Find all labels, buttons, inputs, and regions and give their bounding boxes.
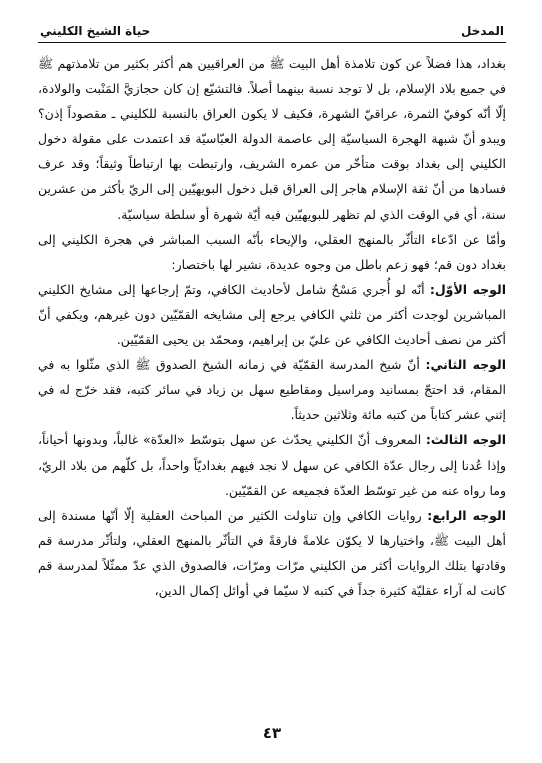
paragraph [38,352,506,427]
header-section-title: المدخل [461,24,504,38]
paragraph [38,503,506,603]
paragraph-text: أنّ شيخ المدرسة القمّيّة في زمانه الشيخ الصدوق ﷺ الذي مثّلوا به في المقام، قد احتجّ بمسانيد ومراسيل ومقاطيع سهل بن زياد في سائر كتبه، فقد خرّج له في إثني عشر كتاباً من كتبه مائة وثلاثين حديثاً. [38,357,506,423]
paragraph [38,51,506,227]
paragraph-lead: الوجه الثاني: [425,357,507,373]
paragraph-text: أنّه لو أُجري مَسْحٌ شامل لأحاديث الكافي، وتمّ إرجاعها إلى مشايخ الكليني المباشرين لوجدت أكثر من ثلثي الكافي يرجع إلى مشايخه القمّيّين دون غيرهم، ويكفي أنّ أكثر من نصف أحاديث الكافي عن عليّ بن إبراهيم، ومحمّد بن يحيى القمّيّين. [38,281,506,348]
paragraph [38,227,506,277]
page-number: ٤٣ [262,724,282,742]
document-page [38,18,506,748]
body-text [38,51,506,603]
paragraph-text: روايات الكافي وإن تناولت الكثير من المباحث العقلية إلّا أنّها مسندة إلى أهل البيت ﷺ، واختيارها لا يكوّن علامةً فارقةً في التأثّر بالمنهج العقلي، ولتأثّر مدرسة قم وقادتها بتلك الروايات أكثر من الكليني مرّات ومرّات، فالصدوق الذي عدّ ممثّلاً لمدرسة قم كانت له آراء عقليّة كثيرة جداً في كتبه لا سيّما في أوائل إكمال الدين، [38,507,506,598]
header-rule [38,42,506,43]
paragraph-text: المعروف أنّ الكليني يحدّث عن سهل بتوسّط «العدّة» غالباً، وبدونها أحياناً، وإذا عُدنا إلى رجال عدّة الكافي عن سهل لا نجد فيهم بغداديّاً واحداً، بل كلّهم من بلاد الريّ، وما رواه عنه من غير توسّط العدّة فجميعه عن القمّيّين. [38,432,506,498]
paragraph [38,427,506,502]
paragraph-lead: الوجه الرابع: [427,507,506,523]
running-header [38,18,506,38]
header-book-title: حياة الشيخ الكليني [40,24,151,38]
paragraph-text: وأمّا عن ادّعاء التأثّر بالمنهج العقلي، والإيحاء بأنّه السبب المباشر في هجرة الكليني إلى بغداد دون قم؛ فهو زعم باطل من وجوه عديدة، نشير لها باختصار: [38,231,506,272]
paragraph-lead: الوجه الثالث: [425,432,506,448]
paragraph-text: بغداد، هذا فضلاً عن كون تلامذة أهل البيت ﷺ من العراقيين هم أكثر بكثير من تلامذتهم ﷺ في جميع بلاد الإسلام، بل لا توجد نسبة بينهما أصلاً. فالتشيّع إن كان حجازيَّ المَنْبت والولادة، إلّا أنّه كوفيّ الثمرة، عراقيّ الشهرة، فكيف لا يكون العراق بالنسبة للكليني ـ مقصوداً إذن؟ ويبدو أنّ شبهة الهجرة السياسيّة إلى عاصمة الدولة العبّاسيّة قد اعتمدت على مقولة دخول الكليني إلى بغداد بوقت متأخّر من عمره الشريف، وارتبطت بها ارتباطاً وثيقاً؛ وقد عرف فسادها من أنّ ثقة الإسلام هاجر إلى العراق قبل دخول البويهيّين إلى الريّ بأكثر من عشرين سنة، أي في الوقت الذي لم تظهر للبويهيّين فيه أيّة شهرة أو سلطة سياسيّة. [38,56,506,222]
paragraph-lead: الوجه الأوّل: [429,281,506,297]
paragraph [38,277,506,352]
